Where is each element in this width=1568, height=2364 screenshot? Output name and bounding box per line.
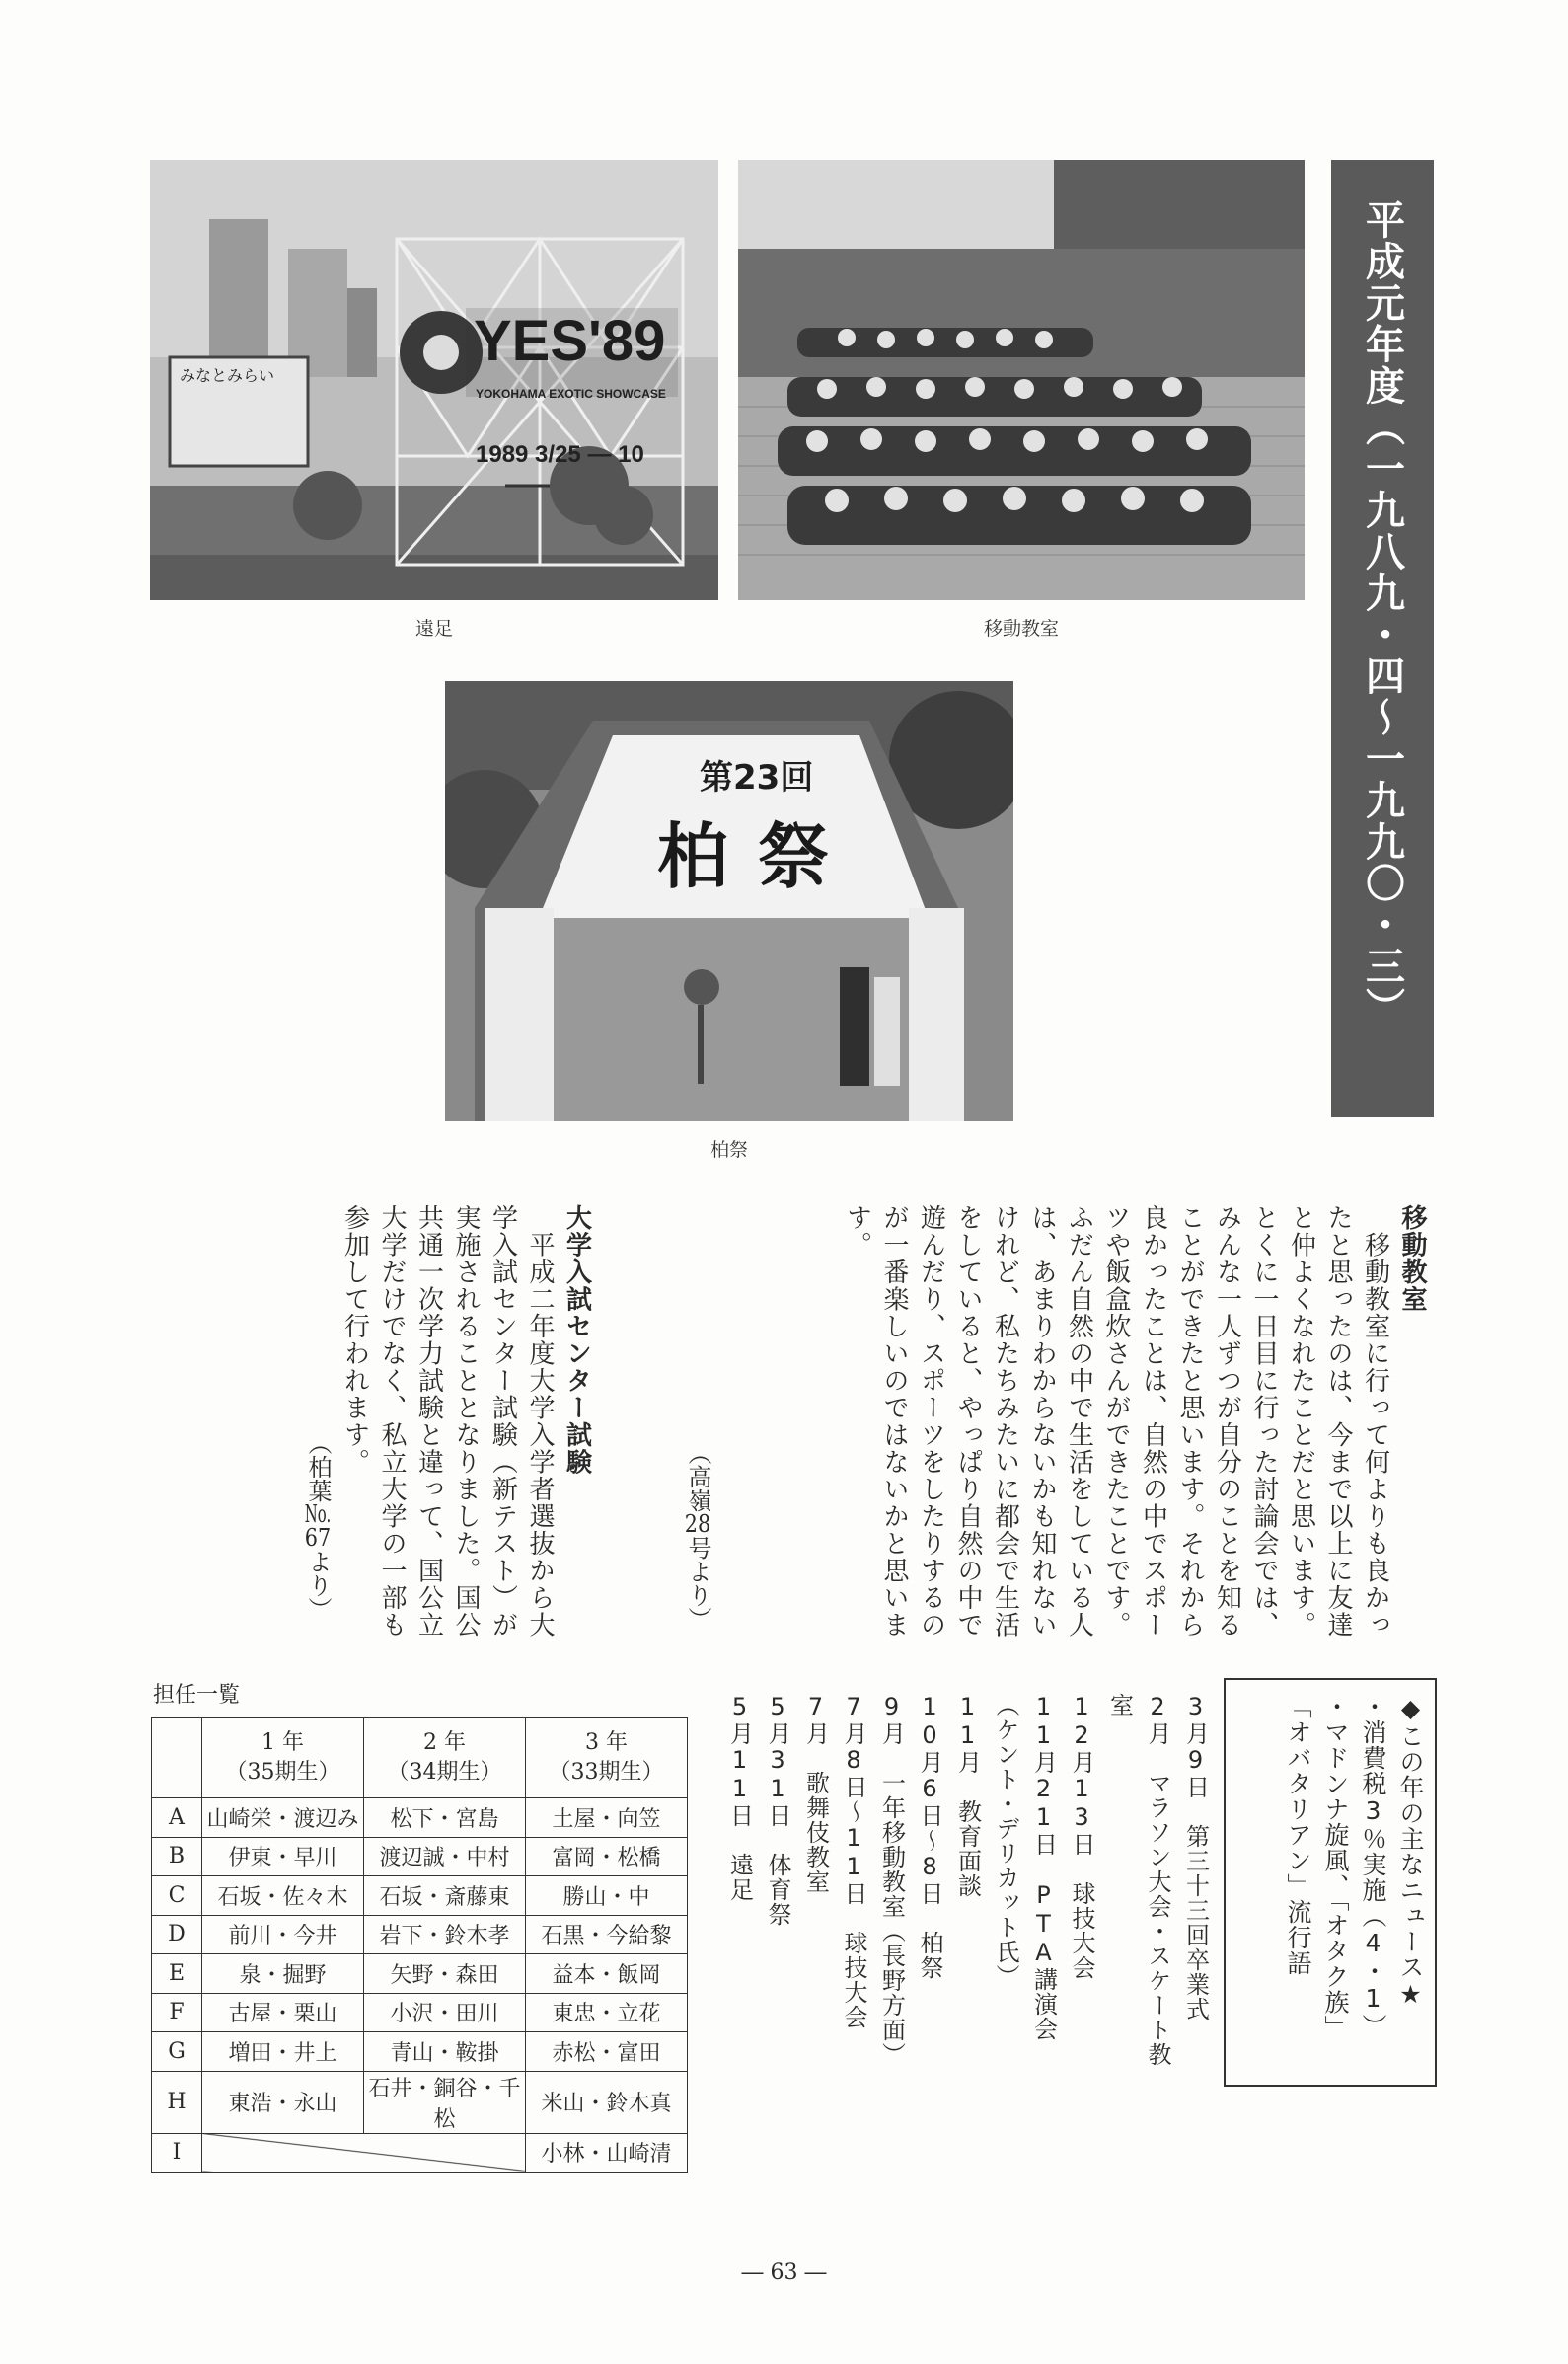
table-cell: 石坂・佐々木	[202, 1876, 364, 1916]
minatomirai-sign-text: みなとみらい	[180, 366, 275, 385]
table-cell: 矢野・森田	[364, 1954, 526, 1994]
article-center-source: （柏葉No.67より）	[304, 1431, 332, 1621]
table-row	[152, 2032, 688, 2072]
table-cell: 増田・井上	[202, 2032, 364, 2072]
table-cell: 松下・宮島	[364, 1798, 526, 1838]
table-row	[152, 1837, 688, 1876]
article-center-heading: 大学入試センター試験	[561, 1204, 592, 1476]
photo-idou-kyoshitsu	[738, 160, 1305, 600]
table-cell: 東浩・永山	[202, 2071, 364, 2133]
page-number: ― 63 ―	[741, 2260, 827, 2285]
table-cell: 益本・飯岡	[526, 1954, 688, 1994]
table-cell: 古屋・栗山	[202, 1993, 364, 2032]
event-item: 11月 教育面談	[953, 1693, 982, 1898]
event-item: 12月13日 球技大会	[1068, 1693, 1095, 1980]
caption-idou-kyoshitsu: 移動教室	[983, 618, 1059, 640]
news-item-2: ・マドンナ旋風、「オタク族」「オバタリアン」流行語	[1284, 1694, 1350, 2041]
table-cell: 小林・山崎清	[526, 2133, 688, 2173]
event-item: 2月 マラソン大会・スケート教室	[1105, 1693, 1171, 2067]
table-cell: 勝山・中	[526, 1876, 688, 1916]
table-cell: 渡辺誠・中村	[364, 1837, 526, 1876]
table-row	[152, 1915, 688, 1954]
event-item: 7月 歌舞伎教室	[801, 1693, 830, 1894]
table-cell: 青山・鞍掛	[364, 2032, 526, 2072]
table-row	[152, 2133, 688, 2173]
row-label: H	[152, 2071, 202, 2133]
article-idou-heading: 移動教室	[1397, 1204, 1427, 1313]
article-idou-source: （高嶺28号より）	[684, 1441, 711, 1631]
news-list	[1279, 1694, 1429, 2069]
table-cell-empty-diagonal	[202, 2133, 526, 2173]
photo-kashiwasai	[445, 681, 1013, 1121]
table-cell: 石黒・今給黎	[526, 1915, 688, 1954]
event-item: 7月8日〜11日 球技大会	[840, 1693, 867, 2029]
event-item: 9月 一年移動教室（長野方面）	[877, 1693, 906, 2067]
row-label: I	[152, 2133, 202, 2173]
table-cell: 前川・今井	[202, 1915, 364, 1954]
row-label: E	[152, 1954, 202, 1994]
event-item: 3月9日 第三十三回卒業式	[1181, 1693, 1210, 2021]
yes89-sign-dates: 1989 3/25 — 10	[476, 441, 644, 468]
header-grade-3: 3 年 （33期生）	[526, 1718, 688, 1798]
arch-top-text: 第23回	[700, 758, 814, 798]
table-row	[152, 1876, 688, 1916]
event-list	[720, 1693, 1215, 2088]
era-banner	[1331, 160, 1434, 1117]
table-cell: 東忠・立花	[526, 1993, 688, 2032]
era-banner-text: 平成元年度（一九八九・四〜一九九〇・三）	[1359, 199, 1405, 1029]
table-cell: 泉・掘野	[202, 1954, 364, 1994]
row-label: C	[152, 1876, 202, 1916]
article-center-body: 平成二年度大学入学者選抜から大学入試センター試験（新テスト）が実施されることとなりました。国公共通一次学力試験と違って、国公立大学だけでなく、私立大学の一部も参加して行われます。	[339, 1204, 555, 1639]
table-cell: 岩下・鈴木孝	[364, 1915, 526, 1954]
article-idou-source-number: 28	[684, 1512, 711, 1536]
teacher-table-title: 担任一覧	[153, 1683, 241, 1708]
row-label: D	[152, 1915, 202, 1954]
news-title: ◆この年の主なニュース★	[1396, 1694, 1425, 2010]
row-label: G	[152, 2032, 202, 2072]
row-label: B	[152, 1837, 202, 1876]
table-cell: 伊東・早川	[202, 1837, 364, 1876]
news-box	[1224, 1678, 1437, 2087]
article-center-source-number: 67	[304, 1526, 332, 1550]
row-label: A	[152, 1798, 202, 1838]
table-row	[152, 1954, 688, 1994]
event-item: 5月31日 体育祭	[764, 1693, 791, 1927]
table-cell: 米山・鈴木真	[526, 2071, 688, 2133]
header-grade-1: 1 年 （35期生）	[202, 1718, 364, 1798]
caption-ensoku: 遠足	[414, 618, 453, 640]
table-cell: 石坂・斎藤東	[364, 1876, 526, 1916]
yes89-sign-text: YES'89	[474, 309, 666, 373]
caption-kashiwasai: 柏祭	[709, 1139, 748, 1161]
news-item-1: ・消費税3％実施（4・1）	[1359, 1694, 1387, 2039]
table-row	[152, 1993, 688, 2032]
article-idou-kyoshitsu	[838, 1204, 1430, 1639]
header-grade-2: 2 年 （34期生）	[364, 1718, 526, 1798]
table-cell: 富岡・松橋	[526, 1837, 688, 1876]
yes89-sign-subtext: YOKOHAMA EXOTIC SHOWCASE	[476, 387, 666, 401]
event-item: 10月6日〜8日 柏祭	[916, 1693, 943, 1980]
photo-idou-image	[738, 160, 1305, 600]
article-center-source-no: No.	[304, 1502, 332, 1526]
row-label: F	[152, 1993, 202, 2032]
teacher-table-header-row	[152, 1718, 688, 1798]
table-cell: 山崎栄・渡辺み	[202, 1798, 364, 1838]
table-row	[152, 2071, 688, 2133]
teacher-table	[151, 1717, 688, 2173]
table-corner-cell	[152, 1718, 202, 1798]
event-item: 11月21日 PTA講演会（ケント・デリカット氏）	[992, 1693, 1058, 2041]
table-cell: 石井・銅谷・千松	[364, 2071, 526, 2133]
article-idou-body: 移動教室に行って何よりも良かったと思ったのは、今まで以上に友達と仲よくなれたことだと思います。とくに一日目に行った討論会では、みんな一人ずつが自分のことを知ることができたと思います。それから良かったことは、自然の中でスポーツや飯盒炊さんができたことです。ふだん自然の中で生活をしている人は、あまりわからないかも知れないけれど、私たちみたいに都会で生活をしていると、やっぱり自然の中で遊んだり、スポーツをしたりするのが一番楽しいのではないかと思います。	[842, 1204, 1390, 1639]
table-cell: 小沢・田川	[364, 1993, 526, 2032]
table-cell: 土屋・向笠	[526, 1798, 688, 1838]
table-cell: 赤松・富田	[526, 2032, 688, 2072]
event-item: 5月11日 遠足	[725, 1693, 754, 1902]
photo-ensoku	[150, 160, 718, 600]
article-center-shiken	[336, 1204, 595, 1639]
table-row	[152, 1798, 688, 1838]
arch-main-text: 柏祭	[657, 815, 859, 898]
